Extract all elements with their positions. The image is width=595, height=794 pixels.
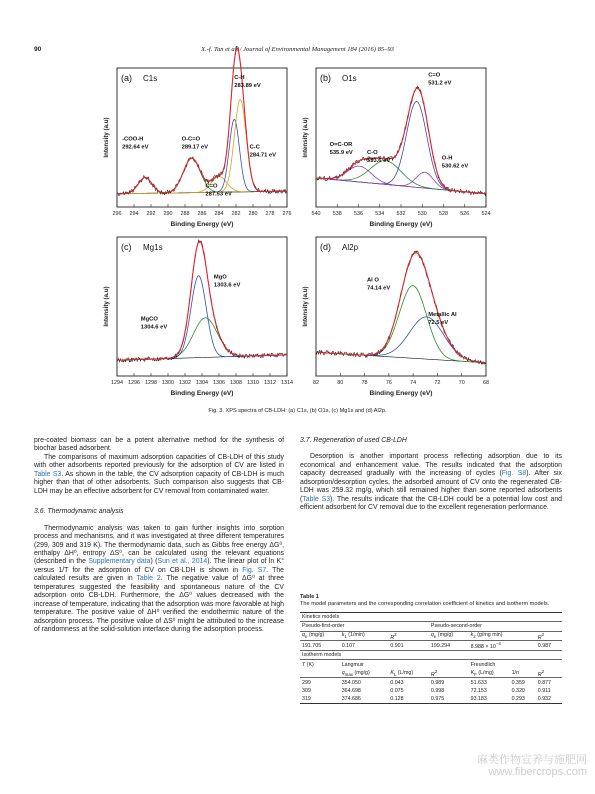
x-tick-label: 530 <box>417 211 427 217</box>
y-axis-label: Intensity (a.u) <box>103 286 110 327</box>
peak-label: 283.89 eV <box>234 83 261 90</box>
x-tick-label: 536 <box>354 211 363 217</box>
x-tick-label: 292 <box>146 211 156 217</box>
x-tick-label: 1300 <box>162 380 174 386</box>
pso-heading: Pseudo-second-order <box>430 623 482 630</box>
peak-label: 287.53 eV <box>205 191 232 198</box>
table-row: 309 364.698 0.075 0.998 72.153 0.320 0.911 <box>302 687 551 694</box>
iso-header: 1/n <box>511 670 519 677</box>
section-heading: 3.6. Thermodynamic analysis <box>34 508 124 516</box>
peak-label: 531.2 eV <box>428 80 452 87</box>
iso-header: $R^2$ <box>430 668 438 678</box>
x-tick-label: 524 <box>481 211 491 217</box>
x-tick-label: 82 <box>313 380 319 386</box>
kinetics-header-row <box>300 631 562 641</box>
peak-label: MgO <box>213 274 227 281</box>
page-number: 90 <box>34 46 42 53</box>
table-caption: The model parameters and the corresponding correlation coefficient of kinetics and isotherm models. <box>300 601 550 607</box>
peak-label: 530.62 eV <box>441 163 469 170</box>
x-tick-label: 286 <box>197 211 207 217</box>
right-column <box>300 437 562 513</box>
paragraph: The comparisons of maximum adsorption capacities of CB-LDH of this study with other adsorbents reported previously for the adsorption of CV are listed in Table S3. As shown in the table, the CV adsorption capacity of CB-LDH is much higher than that of other adsorbents. Such comparison also suggests that CB-LDH may be an effective adsorbent for CV removal from contaminated water. <box>34 453 284 495</box>
left-column <box>34 437 284 635</box>
x-tick-label: 1294 <box>111 380 123 386</box>
paragraph: Desorption is another important process reflecting adsorption due to its economical and enhancement value. The results indicated that the adsorption capacity decreased gradually with the increasing of cycles (Fig. S8). After six adsorption/desorption cycles, the adsorbed amount of CV onto the regenerated CB-LDH was 259.32 mg/g, which still remained higher than some reported adsorbents (Table S3). The results indicate that the CB-LDH could be a potential low cost and efficient adsorbent for CV removal due to the excellent regeneration performance. <box>300 453 562 512</box>
iso-header: $R^2$ <box>537 668 545 678</box>
peak-label: C-C <box>249 144 260 151</box>
x-axis-label: Binding Energy (eV) <box>369 390 433 397</box>
x-tick-label: 1296 <box>128 380 140 386</box>
watermark: 麻类作物宣养与施肥网 www.fibercrops.com <box>477 754 587 778</box>
citation-link[interactable]: Sun et al., 2014 <box>157 558 208 566</box>
x-axis-label: Binding Energy (eV) <box>170 221 234 228</box>
kin-header: $q_e$ (mg/g) <box>430 632 454 640</box>
peak-label: C=O <box>205 183 218 190</box>
x-tick-label: 288 <box>180 211 190 217</box>
iso-header: $K_F$ (L/mg) <box>470 669 494 677</box>
peak-label: O-H <box>441 155 453 162</box>
peak-label: 284.71 eV <box>249 152 277 159</box>
kin-header: $q_e$ (mg/g) <box>302 632 325 640</box>
x-tick-label: 1302 <box>179 380 191 386</box>
x-tick-label: 1304 <box>196 380 208 386</box>
x-tick-label: 1308 <box>230 380 242 386</box>
kinetics-title: Kinetics models <box>302 614 340 621</box>
panel-letter: (b) <box>320 73 331 83</box>
peak-label: 533.6 eV <box>367 158 391 165</box>
panel-a <box>103 46 292 228</box>
peak-label: 1304.6 eV <box>140 324 168 331</box>
fig-s8-link[interactable]: Fig. S8 <box>501 470 527 478</box>
freundlich-heading: Freundlich <box>470 661 496 668</box>
x-tick-label: 284 <box>214 211 224 217</box>
isotherm-title: Isotherm models <box>302 652 342 659</box>
panel-c <box>103 237 293 397</box>
kin-header: $k_1$ (1/min) <box>341 632 365 640</box>
peak-label: Al O <box>367 277 379 284</box>
kin-header: $k_2$ (g/mg min) <box>470 632 503 640</box>
supplementary-link[interactable]: Supplementary data <box>88 558 151 566</box>
panel-letter: (a) <box>121 73 132 83</box>
table-label: Table 1 <box>300 594 319 600</box>
iso-header: $K_L$ (L/mg) <box>390 669 414 677</box>
peak-label: 535.9 eV <box>329 149 353 156</box>
x-tick-label: 1310 <box>247 380 259 386</box>
peak-label: 289.17 eV <box>181 144 209 151</box>
isotherm-header-row <box>300 669 562 678</box>
peak-label: C-H <box>234 75 245 82</box>
figure-caption: Fig. 3. XPS spectra of CB-LDH: (a) C1s, (b) O1s, (c) Mg1s and (d) Al2p. <box>208 408 387 414</box>
x-tick-label: 1312 <box>264 380 276 386</box>
iso-header: $q_{max}$ (mg/g) <box>341 669 370 677</box>
section-heading: 3.7. Regeneration of used CB-LDH <box>300 437 407 444</box>
x-tick-label: 532 <box>396 211 406 217</box>
x-tick-label: 290 <box>163 211 173 217</box>
x-tick-label: 1314 <box>281 380 293 386</box>
paragraph: pre-coated biomass can be a potent alternative method for the synthesis of biochar based adsorbent. <box>34 437 284 453</box>
x-tick-label: 78 <box>361 380 368 386</box>
x-tick-label: 534 <box>375 211 385 217</box>
table-1 <box>300 594 562 704</box>
panel-title: Mg1s <box>143 243 163 252</box>
journal-running-title: X.-f. Tan et al. / Journal of Environmental Management 184 (2016) 85–93 <box>201 46 394 53</box>
x-tick-label: 76 <box>385 380 392 386</box>
x-tick-label: 72 <box>434 380 441 386</box>
peak-label: 72.5 eV <box>428 320 449 327</box>
x-tick-label: 1298 <box>145 380 157 386</box>
x-tick-label: 74 <box>410 380 417 386</box>
x-tick-label: 282 <box>231 211 241 217</box>
x-tick-label: 276 <box>282 211 292 217</box>
peak-label: 292.64 eV <box>122 144 149 151</box>
peak-label: C=O <box>428 72 441 79</box>
table-body <box>300 612 562 704</box>
x-tick-label: 1306 <box>213 380 225 386</box>
x-tick-label: 80 <box>337 380 344 386</box>
x-tick-label: 280 <box>248 211 258 217</box>
component-peak <box>117 158 287 193</box>
panel-title: Al2p <box>342 243 359 252</box>
peak-label: O-C=O <box>181 136 201 143</box>
table-row: 319 374.686 0.128 0.975 93.183 0.293 0.932 <box>300 695 562 704</box>
x-tick-label: 538 <box>332 211 342 217</box>
panel-letter: (c) <box>121 242 132 252</box>
y-axis-label: Intensity (a.u) <box>103 117 110 158</box>
panel-b <box>302 68 491 228</box>
component-peak <box>316 286 486 363</box>
x-tick-label: 528 <box>439 211 448 217</box>
kin-header: $R^2$ <box>390 631 397 641</box>
langmuir-heading: Langmuir <box>341 661 364 668</box>
panel-letter: (d) <box>320 242 331 252</box>
peak-label: C-O <box>367 150 378 157</box>
peak-label: MgCO <box>140 316 158 323</box>
x-axis-label: Binding Energy (eV) <box>170 390 234 397</box>
peak-label: -COO-H <box>122 136 144 143</box>
y-axis-label: Intensity (a.u) <box>302 117 309 158</box>
panel-d <box>302 237 489 397</box>
table-row: 191.705 0.107 0.901 199.294 $8.988 \times 10^{-4}$ 0.987 <box>300 641 562 651</box>
peak-label: Metallic Al <box>428 312 457 319</box>
fig-s7-link[interactable]: Fig. S7 <box>242 566 267 574</box>
table-s3-link[interactable]: Table S3 <box>302 495 331 503</box>
x-tick-label: 540 <box>311 211 321 217</box>
x-axis-label: Binding Energy (eV) <box>369 221 433 228</box>
x-tick-label: 526 <box>460 211 470 217</box>
x-tick-label: 68 <box>483 380 489 386</box>
x-tick-label: 278 <box>265 211 275 217</box>
peak-label: O=C-OR <box>329 141 353 148</box>
x-tick-label: 296 <box>112 211 122 217</box>
x-tick-label: 294 <box>129 211 139 217</box>
iso-header: T (K) <box>302 661 314 668</box>
table-2-link[interactable]: Table 2 <box>136 575 161 583</box>
kin-header: $R^2$ <box>537 631 545 641</box>
peak-label: 1303.6 eV <box>213 282 241 289</box>
panel-title: O1s <box>342 74 357 83</box>
x-tick-label: 70 <box>458 380 465 386</box>
table-row: 299 354.050 0.043 0.989 51.633 0.359 0.877 <box>302 679 552 686</box>
table-s3-link[interactable]: Table S3 <box>34 470 62 478</box>
pfo-heading: Pseudo-first-order <box>302 623 345 630</box>
panel-title: C1s <box>143 74 158 83</box>
y-axis-label: Intensity (a.u) <box>302 286 309 327</box>
peak-label: 74.14 eV <box>367 285 391 292</box>
paragraph: Thermodynamic analysis was taken to gain further insights into sorption process and mechanisms, and it was investigated at three different temperatures (299, 309 and 319 K). The thermodynamic data, such as Gibbs free energy ΔG⁰, enthalpy ΔH⁰, entropy ΔS⁰, can be calculated using the relevant equations (described in the Supplementary data) (Sun et al., 2014). The linear plot of ln K° versus 1/T for the adsorption of CV on CB-LDH is shown in Fig. S7. The calculated results are given in Table 2. The negative value of ΔG⁰ at three temperatures suggested the feasibility and spontaneous nature of the CV adsorption onto CB-LDH. Furthermore, the ΔG⁰ values decreased with the increase of temperature, indicating that the adsorption was more favorable at high temperature. The positive value of ΔH⁰ verified the endothermic nature of the adsorption process. The positive value of ΔS⁰ might be attributed to the increase of randomness at the solid-solution interface during the adsorption process. <box>34 524 285 634</box>
fitted-envelope <box>117 241 287 360</box>
raw-spectrum <box>117 240 287 362</box>
